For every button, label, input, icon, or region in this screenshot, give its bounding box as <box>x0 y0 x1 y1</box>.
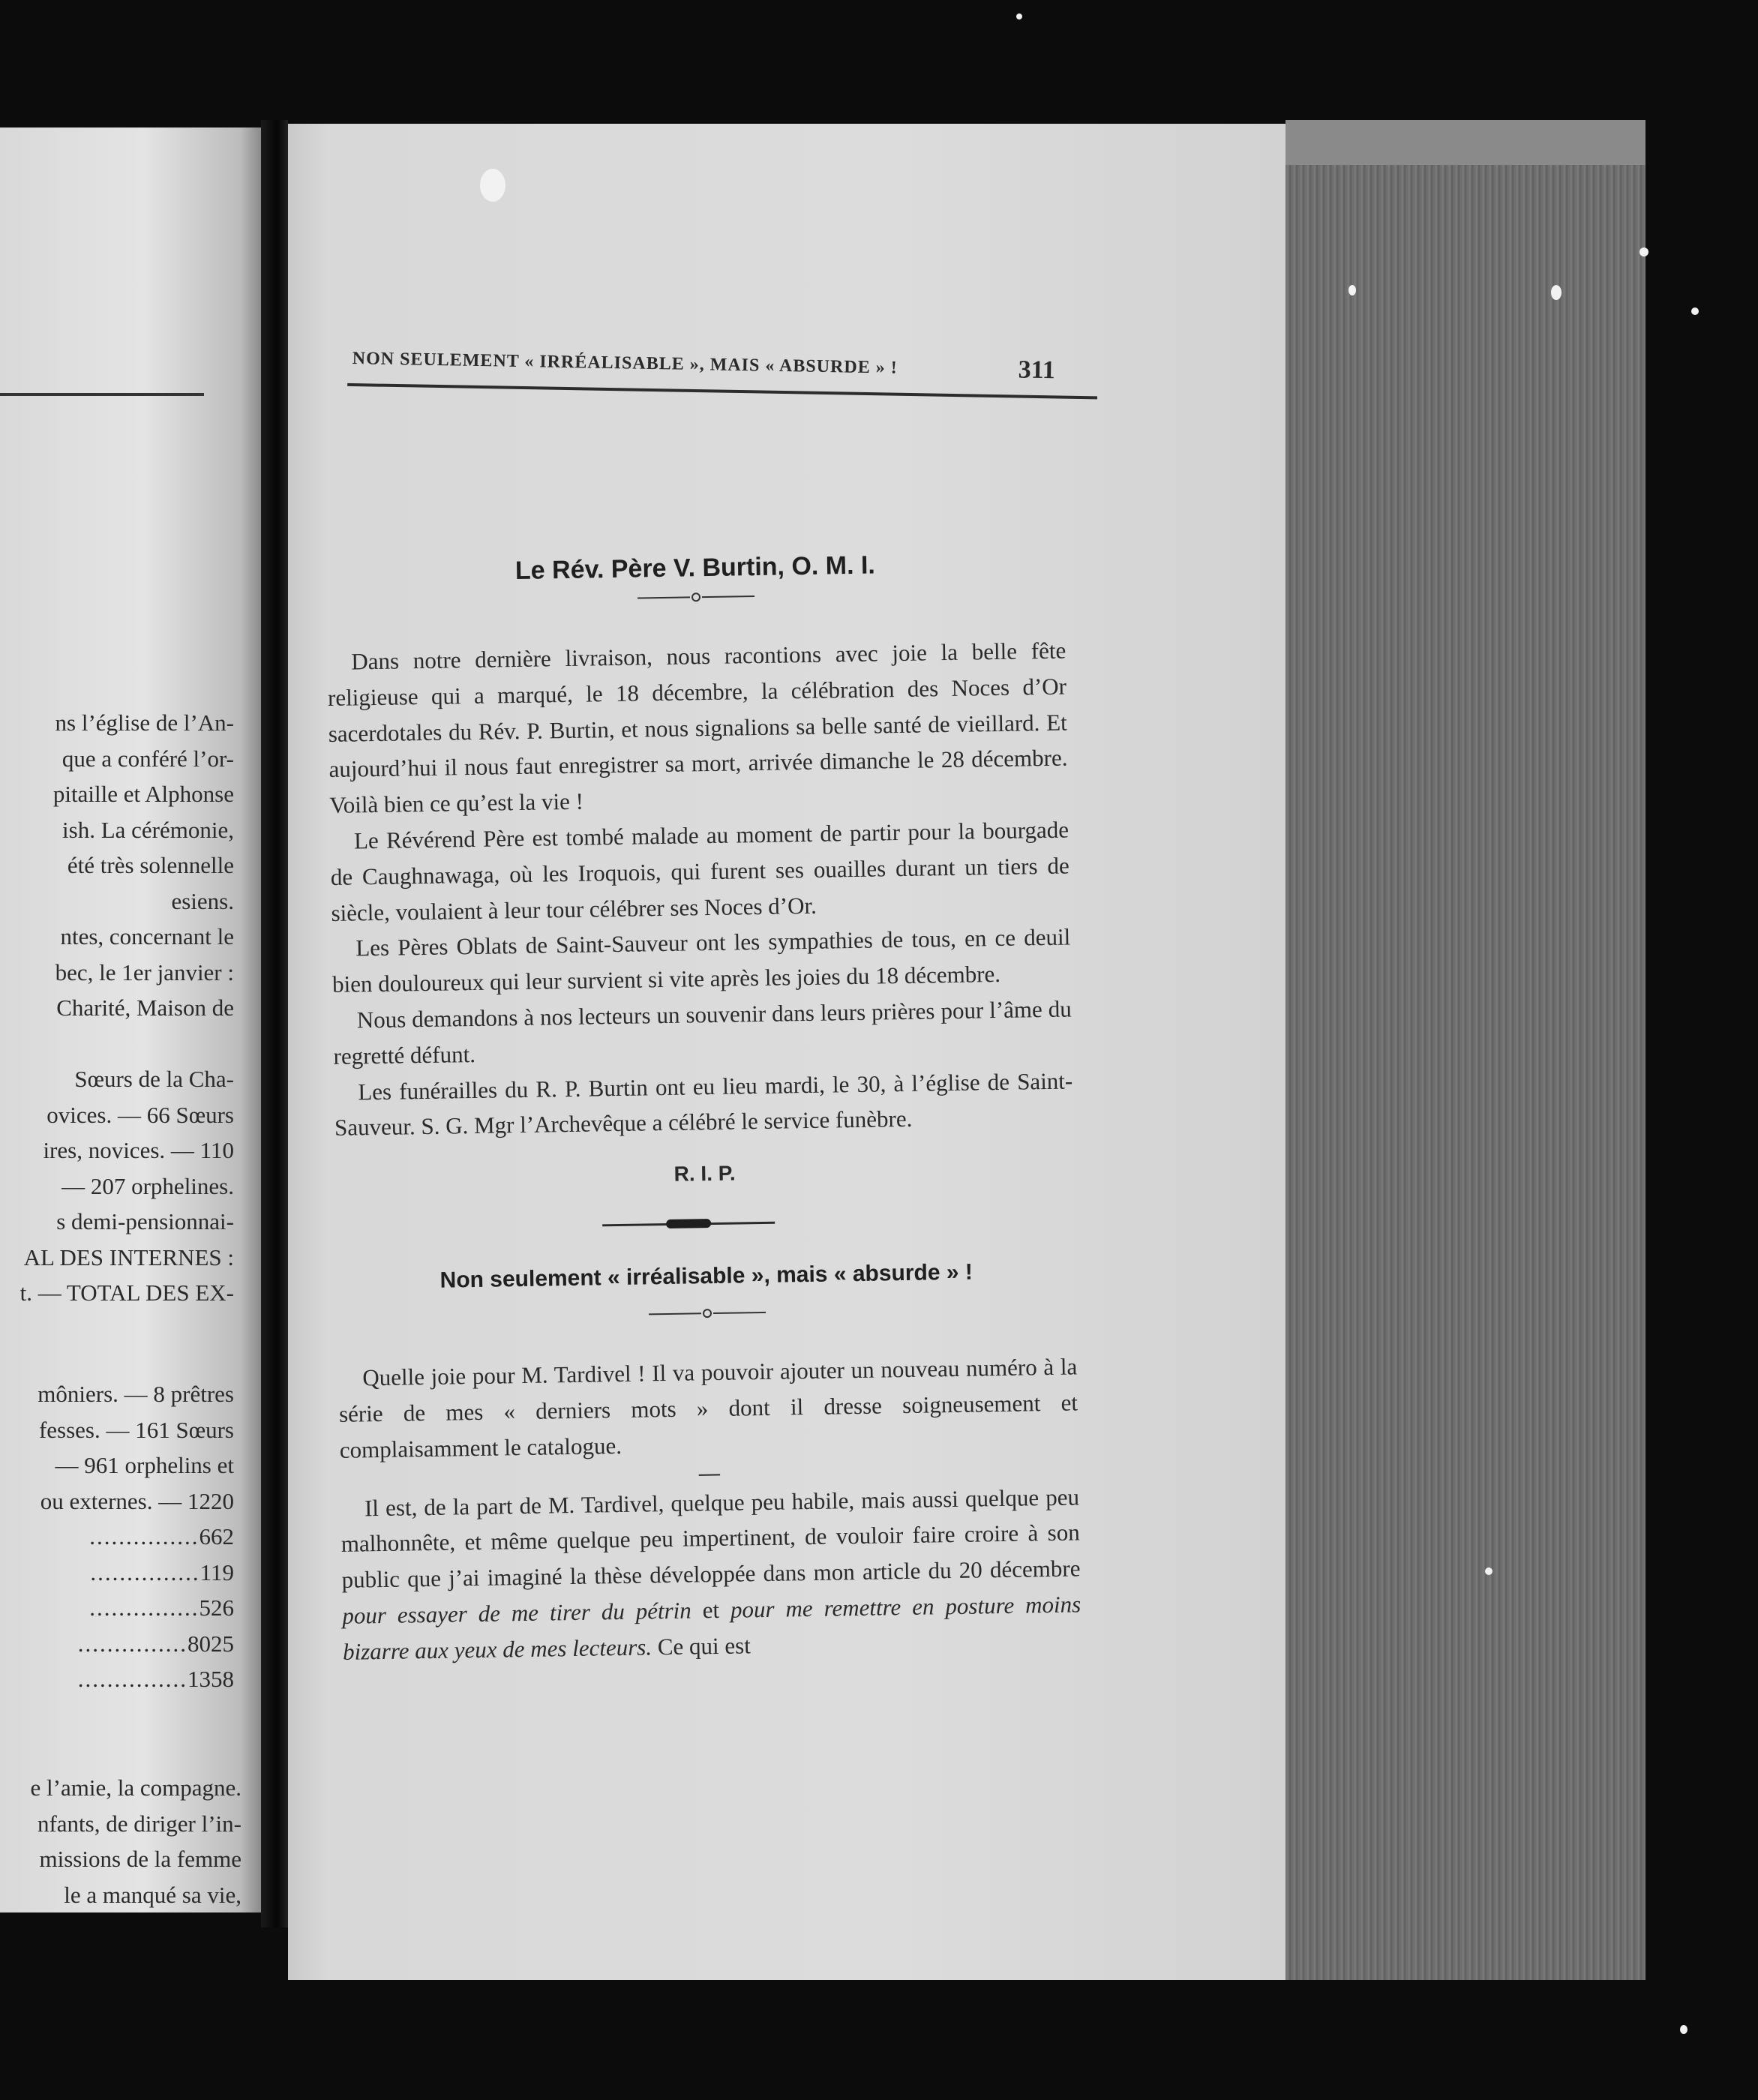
article-title: Le Rév. Père V. Burtin, O. M. I. <box>514 550 876 586</box>
dust-speck <box>1691 308 1699 315</box>
left-line: nfants, de diriger l’in- <box>37 1810 242 1837</box>
bottom-shadow <box>288 1980 1646 2100</box>
dust-speck <box>1016 14 1022 20</box>
running-head-title: NON SEULEMENT « IRRÉALISABLE », MAIS « ABSURDE » ! <box>352 349 898 378</box>
total-value: 1358 <box>188 1666 234 1692</box>
total-value: 8025 <box>188 1630 234 1657</box>
italic-phrase: pour me remettre en posture moins bizarre aux yeux de mes lecteurs. <box>342 1591 1082 1665</box>
book-edge-top <box>1286 120 1646 165</box>
book-page-edges <box>1286 120 1646 1980</box>
left-line: fesses. — 161 Sœurs <box>38 1416 234 1443</box>
dust-speck <box>480 169 506 202</box>
paragraph: Quelle joie pour M. Tardivel ! Il va pouvoir ajouter un nouveau numéro à la série de mes « derniers mots » dont il dresse soigneusement et complaisamment le catalogue. <box>338 1353 1078 1463</box>
left-line: ires, novices. — 110 <box>43 1137 234 1163</box>
total-value: 662 <box>199 1523 234 1550</box>
article-title: Non seulement « irréalisable », mais « absurde » ! <box>440 1259 974 1293</box>
left-line: ns l’église de l’An- <box>55 710 234 736</box>
dust-speck <box>1640 248 1648 256</box>
left-page-text-a <box>0 705 234 1311</box>
left-line: e l’amie, la compagne. <box>30 1774 242 1801</box>
left-page-text-b <box>0 1376 234 1519</box>
left-line: le a manqué sa vie, <box>64 1881 242 1908</box>
left-line: — 961 orphelins et <box>55 1452 234 1478</box>
left-line-blank <box>0 1026 234 1062</box>
header-rule <box>347 383 1097 399</box>
left-line: ntes, concernant le <box>60 923 234 950</box>
left-line: pitaille et Alphonse <box>52 781 234 807</box>
left-line: AL DES INTERNES : <box>23 1244 234 1270</box>
paragraph: Les funérailles du R. P. Burtin ont eu lieu mardi, le 30, à l’église de Saint-Sauveur. S. G. Mgr l’Archevêque a célébré le service funèbre. <box>334 1067 1073 1142</box>
left-line: môniers. — 8 prêtres <box>38 1381 234 1407</box>
left-line: bec, le 1er janvier : <box>55 958 234 986</box>
left-header-rule <box>0 393 204 396</box>
dust-speck <box>1348 285 1356 296</box>
dust-speck <box>1680 2025 1688 2034</box>
left-line: ovices. — 66 Sœurs <box>46 1101 234 1128</box>
total-value: 526 <box>199 1594 234 1621</box>
page-content <box>288 124 1286 1980</box>
left-line: ou externes. — 1220 <box>40 1487 234 1514</box>
paragraph: Nous demandons à nos lecteurs un souvenir dans leurs prières pour l’âme du regretté défunt. <box>333 995 1072 1070</box>
article-body <box>338 1349 1082 1670</box>
paragraph: Le Révérend Père est tombé malade au moment de partir pour la bourgade de Caughnawaga, où les Iroquois, qui furent ses ouailles durant un tiers de siècle, voulaient à leur tour célébrer ses Noces d’Or. <box>330 816 1070 926</box>
left-page-totals: ............... 662 ............... 119 ............... 526 ............... 8025 ............... 1358 <box>0 1519 234 1697</box>
left-line: t. — TOTAL DES EX- <box>20 1280 234 1306</box>
left-line: été très solennelle <box>67 852 234 878</box>
left-line: Charité, Maison de <box>56 994 234 1021</box>
left-line: ish. La cérémonie, <box>62 816 234 843</box>
dust-speck <box>1485 1568 1492 1575</box>
left-line: s demi-pensionnai- <box>56 1208 234 1234</box>
left-line: missions de la femme <box>39 1846 242 1872</box>
left-line: Sœurs de la Cha- <box>74 1066 234 1092</box>
right-page <box>288 124 1286 1980</box>
article-column <box>326 540 1082 1670</box>
dash-divider: — <box>698 1461 721 1485</box>
left-line: — 207 orphelines. <box>62 1172 234 1199</box>
rip-closing: R. I. P. <box>674 1161 736 1186</box>
left-page-text-c <box>0 1770 242 1912</box>
paragraph: Dans notre dernière livraison, nous racontions avec joie la belle fête religieuse qui a marqué, le 18 décembre, la célébration des Noces d’Or sacerdotales du Rév. P. Burtin, et nous signalions sa belle santé de vieillard. Et aujourd’hui il nous faut enregistrer sa mort, arrivée dimanche le 28 décembre. Voilà bien ce qu’est la vie ! <box>327 637 1068 819</box>
left-line: esiens. <box>171 887 234 914</box>
page-number: 311 <box>1018 356 1056 385</box>
article-body <box>327 633 1073 1147</box>
left-facing-page <box>0 128 261 1912</box>
book-gutter <box>261 120 288 1928</box>
running-head <box>352 349 1353 411</box>
italic-phrase: pour essayer de me tirer du pétrin <box>342 1597 692 1629</box>
dust-speck <box>1551 285 1562 300</box>
left-line: que a conféré l’or- <box>62 745 234 772</box>
paragraph: Il est, de la part de M. Tardivel, quelque peu habile, mais aussi quelque peu malhonnête, et même quelque peu impertinent, de vouloir faire croire à son public que j’ai imaginé la thèse développée dans mon article du 20 décembre pour essayer de me tirer du pétrin et pour me remettre en posture moins bizarre aux yeux de mes lecteurs. Ce qui est <box>340 1483 1082 1665</box>
total-value: 119 <box>200 1558 234 1586</box>
paragraph: Les Pères Oblats de Saint-Sauveur ont les sympathies de tous, en ce deuil bien douloureux qui leur survient si vite après les joies du 18 décembre. <box>332 923 1071 998</box>
